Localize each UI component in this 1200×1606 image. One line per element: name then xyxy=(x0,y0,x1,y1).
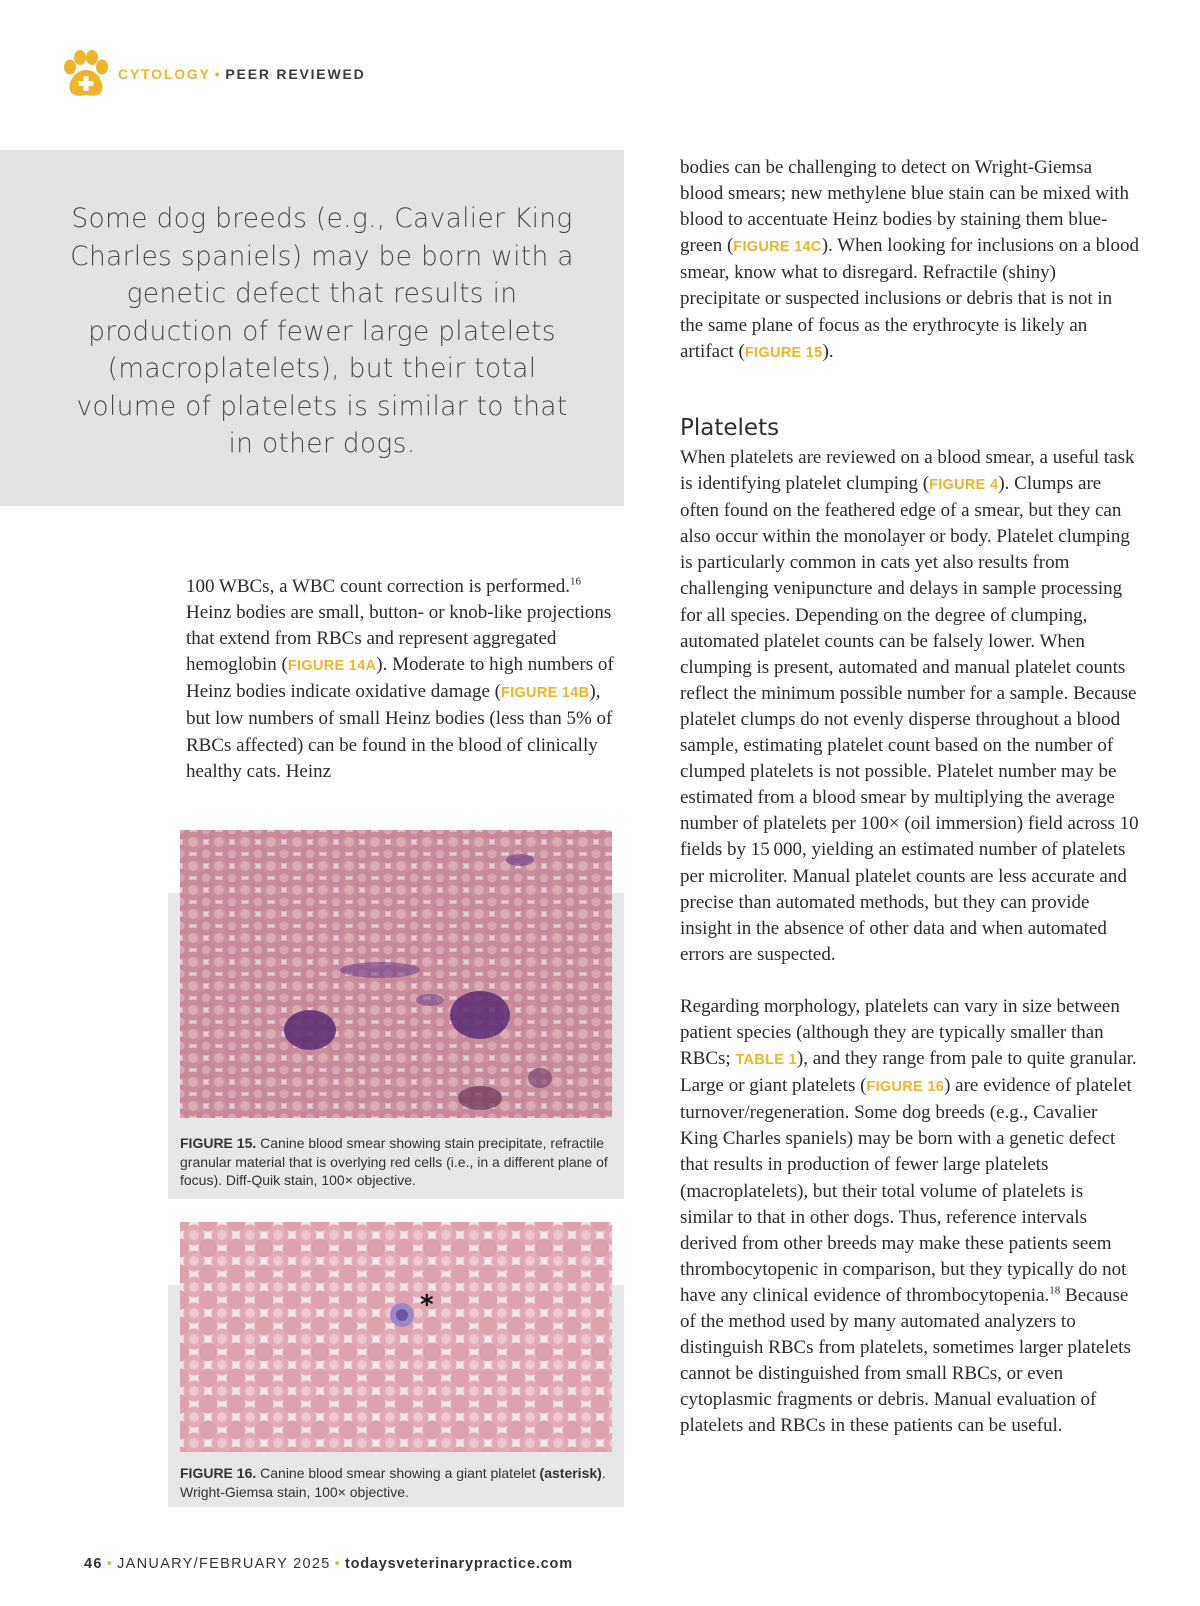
figure-16-caption xyxy=(180,1464,610,1501)
issue-date: JANUARY/FEBRUARY 2025 xyxy=(117,1556,331,1572)
footer-separator: • xyxy=(334,1556,341,1572)
footer-separator: • xyxy=(106,1556,114,1572)
citation-18: 18 xyxy=(1049,1284,1061,1297)
paragraph-gap xyxy=(680,968,1140,994)
figure-14a-ref[interactable]: FIGURE 14A xyxy=(287,658,377,675)
peer-reviewed-label: PEER REVIEWED xyxy=(225,66,366,82)
text-run: ). Clumps are often found on the feathered edge of a smear, but they can also occur within the monolayer or body. Platelet clumping is particularly common in cats yet also results from challenging venipuncture and delays in sample processing for all species. Depending on the degree of clumping, automated platelet counts can be falsely lower. When clumping is present, automated and manual platelet counts reflect the minimum possible number for a sample. Because platelet clumps do not evenly disperse throughout a blood sample, estimating platelet count based on the number of clumped platelets is not possible. Platelet number may be estimated from a blood smear by multiplying the average number of platelets per 100× (oil immersion) field across 10 fields by 15 000, yielding an estimated number of platelets per microliter. Manual platelet counts are less accurate and precise than automated methods, but they can provide insight in the absence of other data and when automated errors are suspected. xyxy=(680,473,1139,965)
text-run: ) are evidence of platelet turnover/regeneration. Some dog breeds (e.g., Cavalier King Charles spaniels) may be born with a genetic defect that results in production of fewer large platelets (macroplatelets), but their total volume of platelets is similar to that in other dogs. Thus, reference intervals derived from other breeds may make these patients seem thrombocytopenic in comparison, but they typically do not have any clinical evidence of thrombocytopenia. xyxy=(680,1075,1132,1306)
figure-15-ref[interactable]: FIGURE 15 xyxy=(744,344,823,361)
heinz-paragraph xyxy=(186,574,618,785)
section-name: CYTOLOGY xyxy=(118,66,211,82)
figure-14b-ref[interactable]: FIGURE 14B xyxy=(500,685,590,702)
figure-14c-ref[interactable]: FIGURE 14C xyxy=(733,239,822,256)
text-run: Because of the method used by many automated analyzers to distinguish RBCs from platelets, sometimes larger platelets cannot be distinguished from small RBCs, or even cytoplasmic fragments or debris. Manual evaluation of platelets and RBCs in these patients can be useful. xyxy=(680,1284,1131,1437)
figure-16-image xyxy=(180,1222,612,1452)
text-run: ). xyxy=(822,340,834,362)
header-separator: • xyxy=(214,66,222,82)
platelets-section xyxy=(680,413,1140,1439)
blood-smear-giant-platelet-image xyxy=(180,1222,612,1452)
text-run: ). Moderate to high numbers of Heinz bodies indicate oxidative damage ( xyxy=(186,654,614,703)
asterisk-note: (asterisk) xyxy=(539,1465,602,1481)
running-header xyxy=(60,50,366,98)
figure-15-caption-text: Canine blood smear showing stain precipitate, refractile granular material that is overlying red cells (i.e., in a different plane of focus). Diff-Quik stain, 100× objective. xyxy=(180,1135,608,1188)
website-link[interactable]: todaysveterinarypractice.com xyxy=(344,1556,573,1572)
figure-15-label: FIGURE 15. xyxy=(180,1135,257,1151)
heinz-continued-paragraph xyxy=(680,155,1140,366)
page-number: 46 xyxy=(84,1556,103,1572)
pull-quote: Some dog breeds (e.g., Cavalier King Charles spaniels) may be born with a genetic defect that results in production of fewer large platelets (macroplatelets), but their total volume of platelets is similar to that in other dogs. xyxy=(0,150,624,506)
blood-smear-precipitate-image xyxy=(180,830,612,1118)
text-run: When platelets are reviewed on a blood smear, a useful task is identifying platelet clumping ( xyxy=(680,447,1135,495)
text-run: . Wright-Giemsa stain, 100× objective. xyxy=(180,1465,606,1500)
figure-16-label: FIGURE 16. xyxy=(180,1465,257,1481)
giant-platelet-asterisk: * xyxy=(420,1290,434,1320)
text-run: Regarding morphology, platelets can vary in size between patient species (although they are typically smaller than RBCs; xyxy=(680,995,1120,1070)
text-run: Heinz bodies are small, button- or knob-like projections that extend from RBCs and represent aggregated hemoglobin ( xyxy=(186,602,612,676)
text-run: 100 WBCs, a WBC count correction is performed. xyxy=(186,576,570,597)
text-run: ). When looking for inclusions on a blood smear, know what to disregard. Refractile (shiny) precipitate or suspected inclusions or debris that is not in the same plane of focus as the erythrocyte is likely an artifact ( xyxy=(680,235,1140,362)
text-run: Canine blood smear showing a giant platelet xyxy=(256,1465,540,1481)
figure-4-ref[interactable]: FIGURE 4 xyxy=(929,477,999,494)
left-column-text xyxy=(186,574,618,785)
figure-16-ref[interactable]: FIGURE 16 xyxy=(866,1079,945,1096)
page-footer xyxy=(84,1556,573,1572)
platelets-paragraph-1 xyxy=(680,445,1140,968)
section-label xyxy=(118,66,366,82)
platelets-paragraph-2 xyxy=(680,994,1140,1440)
figure-15-image xyxy=(180,830,612,1118)
platelets-heading: Platelets xyxy=(680,415,780,441)
table-1-ref[interactable]: TABLE 1 xyxy=(735,1052,797,1069)
paw-plus-icon xyxy=(60,50,110,98)
text-run: ), but low numbers of small Heinz bodies (less than 5% of RBCs affected) can be found in the blood of clinically healthy cats. Heinz xyxy=(186,681,613,782)
text-run: ), and they range from pale to quite granular. Large or giant platelets ( xyxy=(680,1048,1137,1097)
figure-15-caption xyxy=(180,1134,610,1190)
text-run: bodies can be challenging to detect on Wright-Giemsa blood smears; new methylene blue stain can be mixed with blood to accentuate Heinz bodies by staining them blue-green ( xyxy=(680,157,1130,257)
right-column-continuation xyxy=(680,155,1140,366)
citation-16: 16 xyxy=(569,575,581,588)
